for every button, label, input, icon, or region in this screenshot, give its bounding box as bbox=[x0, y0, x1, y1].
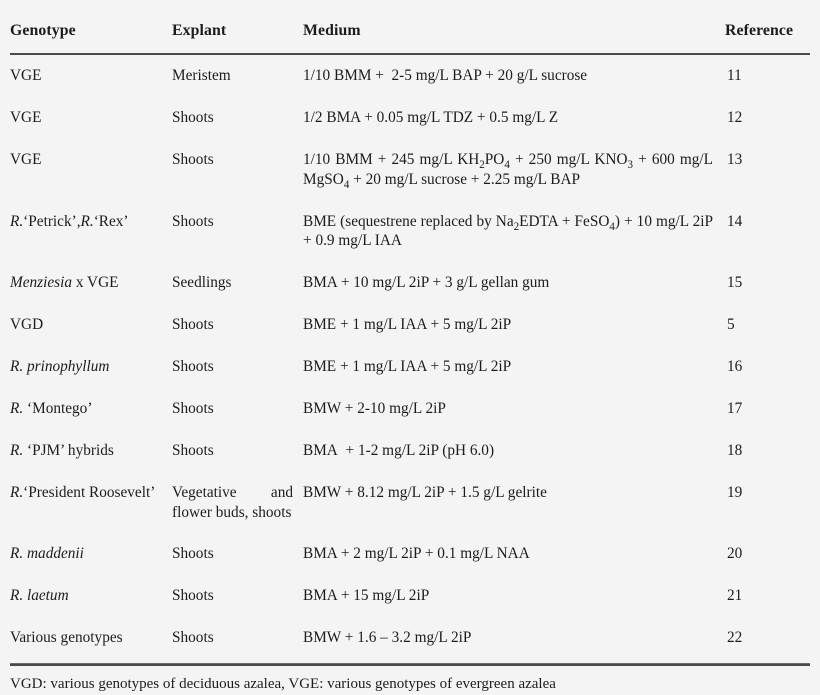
column-header-reference: Reference bbox=[725, 0, 810, 54]
cell-medium: BME (sequestrene replaced by $Na_2EDTA$ + FeSO$_4$) + 10 mg/L 2iP + 0.9 mg/L IAA bbox=[303, 212, 713, 250]
table-body bbox=[10, 54, 810, 659]
cell-explant: Shoots bbox=[172, 399, 214, 417]
cell-reference: 21 bbox=[727, 587, 743, 605]
cell-explant: Vegetative and flower buds, shoots bbox=[172, 483, 293, 521]
cell-genotype: Menziesia x VGE bbox=[10, 274, 119, 292]
table-row bbox=[10, 430, 810, 472]
table-row bbox=[10, 304, 810, 346]
column-header-medium: Medium bbox=[303, 0, 725, 54]
cell-genotype: VGE bbox=[10, 54, 172, 97]
cell-reference: 11 bbox=[725, 54, 810, 97]
cell-reference: 15 bbox=[727, 274, 743, 292]
table-row bbox=[10, 346, 810, 388]
cell-genotype: R. prinophyllum bbox=[10, 358, 110, 375]
column-header-genotype: Genotype bbox=[10, 0, 172, 54]
cell-genotype: R. maddenii bbox=[10, 545, 84, 563]
cell-genotype: R.‘President Roosevelt’ bbox=[10, 483, 156, 501]
cell-medium: 1/2 BMA + 0.05 mg/L TDZ + 0.5 mg/L Z bbox=[303, 108, 559, 126]
table-row bbox=[10, 97, 810, 139]
cell-explant: Shoots bbox=[172, 545, 214, 563]
cell-explant: Shoots bbox=[172, 629, 214, 647]
cell-explant: Shoots bbox=[172, 108, 214, 126]
cell-medium: 1/10 BMM + 2-5 mg/L BAP + 20 g/L sucrose bbox=[303, 54, 725, 97]
cell-genotype: Various genotypes bbox=[10, 629, 123, 647]
cell-reference: 22 bbox=[727, 629, 743, 647]
table-row bbox=[10, 262, 810, 304]
cell-explant: Meristem bbox=[172, 54, 303, 97]
table-row bbox=[10, 617, 810, 659]
column-header-explant: Explant bbox=[172, 0, 303, 54]
cell-genotype: VGE bbox=[10, 108, 42, 126]
table-header bbox=[10, 0, 810, 54]
cell-explant: Shoots bbox=[172, 358, 214, 375]
table-row bbox=[10, 201, 810, 263]
table-row bbox=[10, 472, 810, 534]
cell-genotype: VGE bbox=[10, 150, 42, 168]
cell-reference: 12 bbox=[727, 108, 743, 126]
cell-medium: BMA + 1-2 mg/L 2iP (pH 6.0) bbox=[303, 441, 495, 459]
cell-medium: BMA + 10 mg/L 2iP + 3 g/L gellan gum bbox=[303, 274, 550, 292]
cell-reference: 17 bbox=[727, 399, 743, 417]
table-footnote: VGD: various genotypes of deciduous azalea, VGE: various genotypes of evergreen azalea bbox=[10, 676, 556, 692]
cell-genotype: R. ‘Montego’ bbox=[10, 399, 93, 417]
cell-reference: 18 bbox=[727, 441, 743, 459]
cell-reference: 16 bbox=[727, 358, 743, 375]
cell-medium: BMA + 15 mg/L 2iP bbox=[303, 587, 430, 605]
cell-medium: BMA + 2 mg/L 2iP + 0.1 mg/L NAA bbox=[303, 545, 530, 563]
cell-genotype: R.‘Petrick’,R.‘Rex’ bbox=[10, 212, 129, 230]
cell-explant: Shoots bbox=[172, 316, 214, 334]
cell-medium: BMW + 8.12 mg/L 2iP + 1.5 g/L gelrite bbox=[303, 483, 547, 501]
cell-medium: BMW + 1.6 – 3.2 mg/L 2iP bbox=[303, 629, 472, 647]
culture-media-table bbox=[10, 0, 810, 659]
cell-medium: BMW + 2-10 mg/L 2iP bbox=[303, 399, 446, 417]
cell-explant: Seedlings bbox=[172, 274, 232, 292]
cell-genotype: R. ‘PJM’ hybrids bbox=[10, 441, 114, 459]
table-row bbox=[10, 54, 810, 97]
cell-explant: Shoots bbox=[172, 587, 214, 605]
cell-explant: Shoots bbox=[172, 441, 214, 459]
table-row bbox=[10, 533, 810, 575]
cell-explant: Shoots bbox=[172, 150, 214, 168]
cell-genotype: R. laetum bbox=[10, 587, 69, 605]
cell-reference: 5 bbox=[727, 316, 735, 334]
table-row bbox=[10, 139, 810, 201]
table-row bbox=[10, 575, 810, 617]
cell-medium: 1/10 BMM + 245 mg/L $KH_2PO_4 + 250$ mg/L $KNO_3 + 600$ mg/L MgSO$_4$ + 20 mg/L sucrose + 2.25 mg/L BAP bbox=[303, 150, 713, 191]
cell-explant: Shoots bbox=[172, 212, 214, 230]
cell-medium: BME + 1 mg/L IAA + 5 mg/L 2iP bbox=[303, 358, 512, 375]
cell-reference: 13 bbox=[727, 150, 743, 168]
cell-medium: BME + 1 mg/L IAA + 5 mg/L 2iP bbox=[303, 316, 512, 334]
cell-reference: 20 bbox=[727, 545, 743, 563]
cell-genotype: VGD bbox=[10, 316, 44, 334]
cell-reference: 19 bbox=[727, 483, 743, 501]
table-row bbox=[10, 388, 810, 430]
cell-reference: 14 bbox=[727, 212, 743, 230]
